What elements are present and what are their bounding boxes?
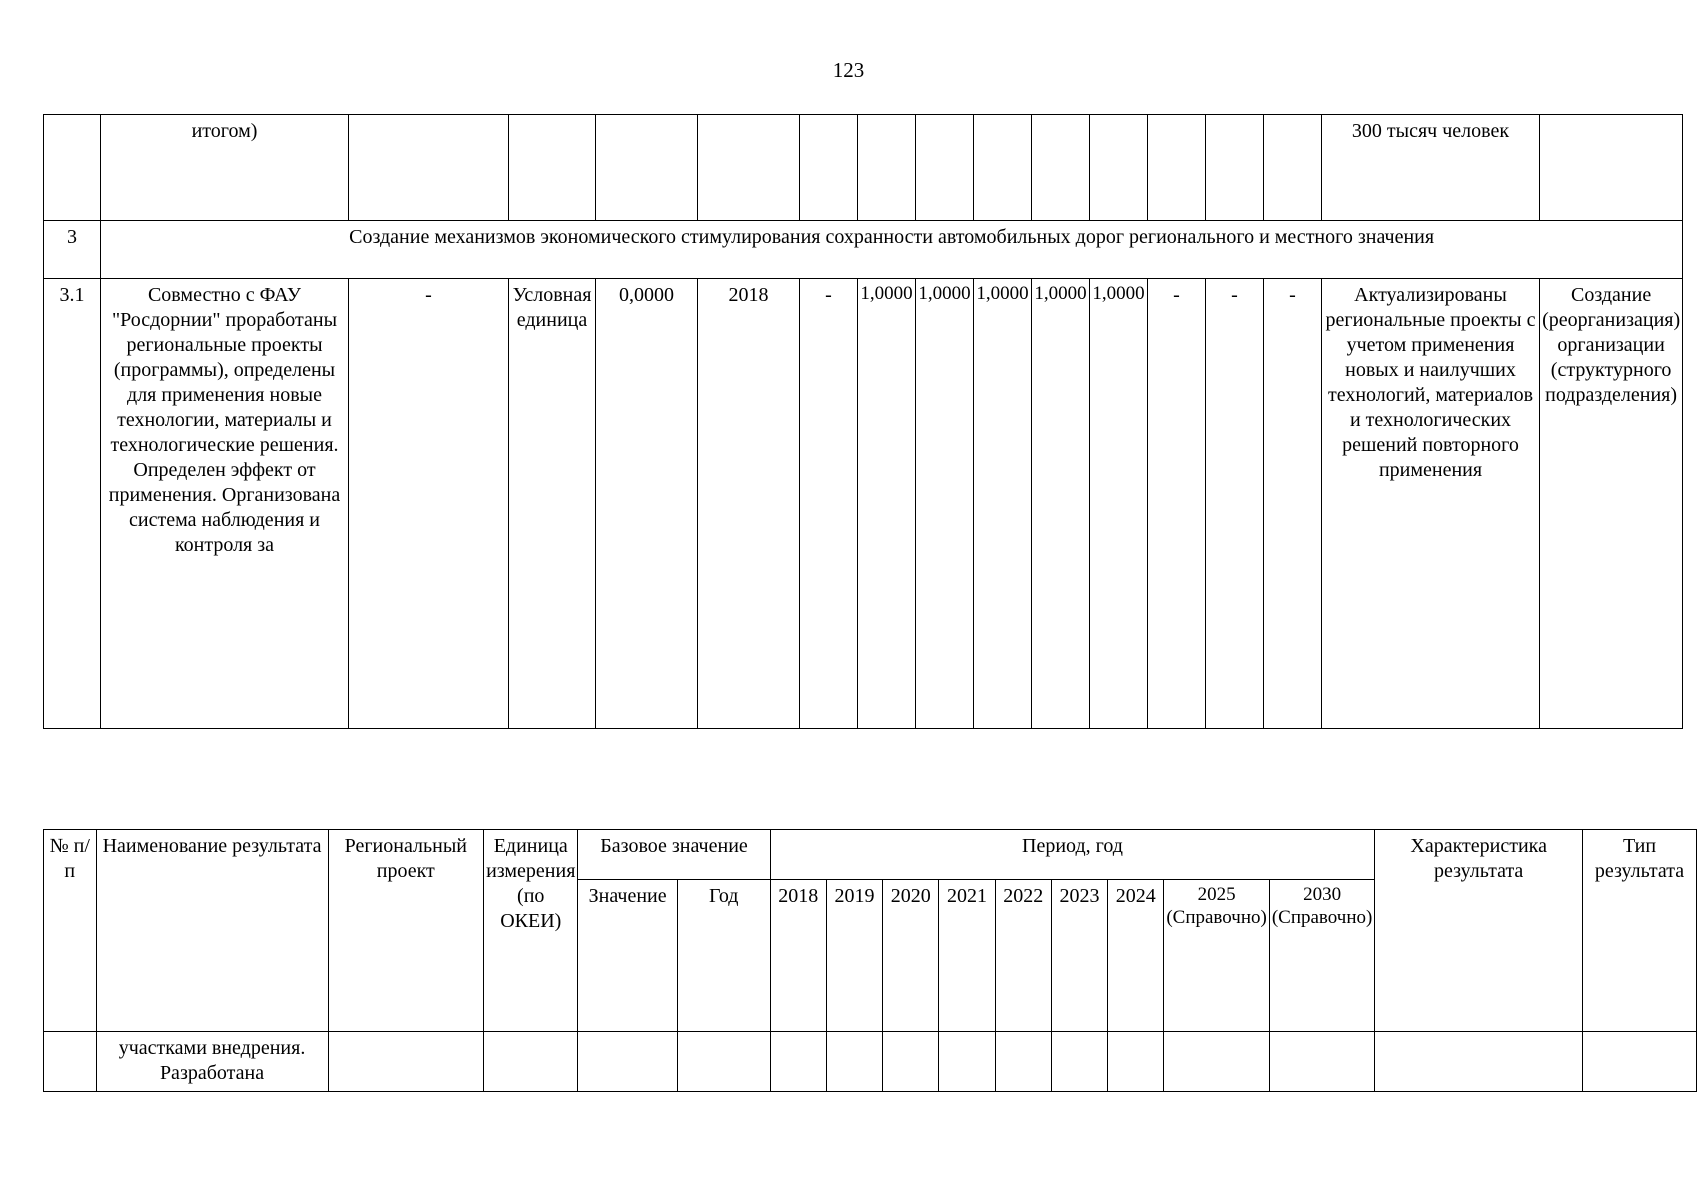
header-base-group: Базовое значение: [578, 830, 770, 880]
cell-base-value: 0,0000: [596, 279, 698, 729]
cell-2024: [1148, 115, 1206, 221]
cell-project: [328, 1032, 484, 1092]
header-2022: 2022: [995, 880, 1051, 1032]
header-name: Наименование результата: [96, 830, 328, 1032]
cell-2023: [1051, 1032, 1107, 1092]
cell-project: [349, 115, 509, 221]
cell-name: Совместно с ФАУ "Росдорнии" проработаны региональные проекты (программы), определены для применения новые технологии, материалы и технологические решения. Определен эффект от применения. Организована система наблюдения и контроля за: [101, 279, 349, 729]
table-row: [44, 1032, 1697, 1092]
cell-2030: [1269, 1032, 1375, 1092]
cell-2021: [939, 1032, 995, 1092]
header-2018: 2018: [770, 880, 826, 1032]
cell-project: -: [349, 279, 509, 729]
section-row: [44, 221, 1683, 279]
cell-2018: -: [800, 279, 858, 729]
header-2030: 2030 (Справочно): [1269, 880, 1375, 1032]
header-2021: 2021: [939, 880, 995, 1032]
cell-2024: -: [1148, 279, 1206, 729]
cell-2025: -: [1206, 279, 1264, 729]
cell-2019: [826, 1032, 882, 1092]
cell-unit: [509, 115, 596, 221]
cell-2018: [770, 1032, 826, 1092]
cell-2030: -: [1264, 279, 1322, 729]
cell-2030: [1264, 115, 1322, 221]
cell-2022: [995, 1032, 1051, 1092]
cell-name: итогом): [101, 115, 349, 221]
header-project: Региональный проект: [328, 830, 484, 1032]
cell-type: Создание (реорганизация) организации (структурного подразделения): [1540, 279, 1683, 729]
cell-2021: 1,0000: [974, 279, 1032, 729]
table-row: [44, 115, 1683, 221]
header-period-group: Период, год: [770, 830, 1375, 880]
header-2024: 2024: [1108, 880, 1164, 1032]
cell-num: [44, 1032, 97, 1092]
header-2023: 2023: [1051, 880, 1107, 1032]
cell-name: участками внедрения. Разработана: [96, 1032, 328, 1092]
cell-characteristic: 300 тысяч человек: [1322, 115, 1540, 221]
section-number: 3: [44, 221, 101, 279]
cell-base-year: [698, 115, 800, 221]
cell-2025: [1164, 1032, 1270, 1092]
header-2025: 2025 (Справочно): [1164, 880, 1270, 1032]
table-row: [44, 279, 1683, 729]
cell-2023: 1,0000: [1090, 279, 1148, 729]
cell-base-value: [596, 115, 698, 221]
header-unit: Единица измерения (по ОКЕИ): [484, 830, 578, 1032]
cell-2025: [1206, 115, 1264, 221]
header-characteristic: Характеристика результата: [1375, 830, 1583, 1032]
cell-unit: Условная единица: [509, 279, 596, 729]
cell-2022: 1,0000: [1032, 279, 1090, 729]
page-number: 123: [832, 58, 865, 82]
results-table-continued: [43, 114, 1683, 729]
cell-2020: 1,0000: [916, 279, 974, 729]
cell-2019: 1,0000: [858, 279, 916, 729]
cell-base-year: 2018: [698, 279, 800, 729]
results-table-header: [43, 829, 1697, 1092]
header-base-year: Год: [677, 880, 770, 1032]
header-2020: 2020: [883, 880, 939, 1032]
cell-unit: [484, 1032, 578, 1092]
cell-2020: [883, 1032, 939, 1092]
cell-base-value: [578, 1032, 677, 1092]
section-title: Создание механизмов экономического стимулирования сохранности автомобильных дорог регионального и местного значения: [101, 221, 1683, 279]
cell-2021: [974, 115, 1032, 221]
cell-2024: [1108, 1032, 1164, 1092]
cell-characteristic: [1375, 1032, 1583, 1092]
cell-base-year: [677, 1032, 770, 1092]
cell-2019: [858, 115, 916, 221]
cell-2018: [800, 115, 858, 221]
cell-2020: [916, 115, 974, 221]
cell-2022: [1032, 115, 1090, 221]
header-base-value: Значение: [578, 880, 677, 1032]
cell-num: [44, 115, 101, 221]
cell-2023: [1090, 115, 1148, 221]
header-num: № п/п: [44, 830, 97, 1032]
cell-type: [1540, 115, 1683, 221]
cell-num: 3.1: [44, 279, 101, 729]
header-2019: 2019: [826, 880, 882, 1032]
header-type: Тип результата: [1583, 830, 1697, 1032]
cell-type: [1583, 1032, 1697, 1092]
cell-characteristic: Актуализированы региональные проекты с учетом применения новых и наилучших технологий, материалов и технологических решений повторного применения: [1322, 279, 1540, 729]
header-row: [44, 830, 1697, 880]
